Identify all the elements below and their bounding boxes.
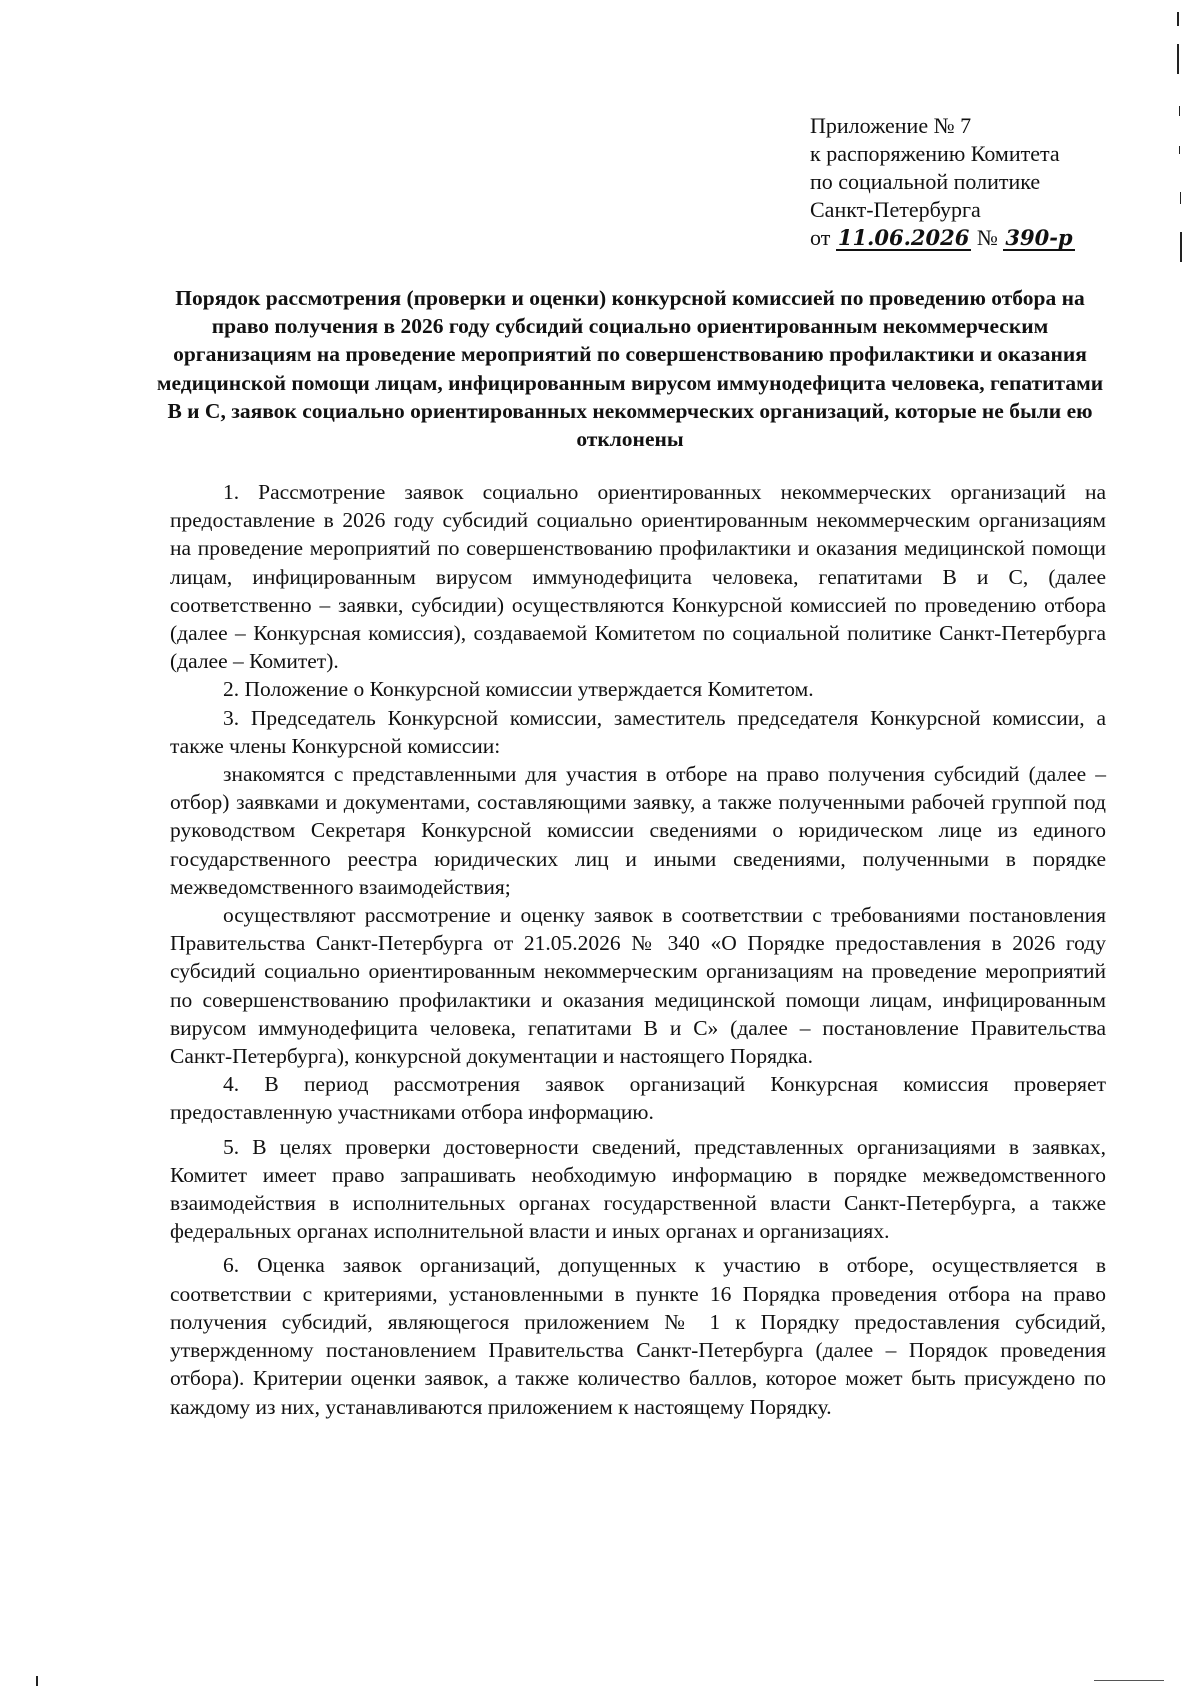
paragraph-1: 1. Рассмотрение заявок социально ориентированных некоммерческих организаций на предоставление в 2026 году субсидий социально ориентированным некоммерческим организациям на проведение мероприятий по совершенствованию профилактики и оказания медицинской помощи лицам, инфицированным вирусом иммунодефицита человека, гепатитами В и С, (далее соответственно – заявки, субсидии) осуществляются Конкурсной комиссией по проведению отбора (далее – Конкурсная комиссия), создаваемой Комитетом по социальной политике Санкт-Петербурга (далее – Комитет).: [170, 480, 1106, 674]
number-prefix: №: [976, 225, 998, 250]
scan-mark: [36, 1676, 38, 1686]
date-prefix: от: [810, 225, 831, 250]
appendix-header: [810, 112, 1140, 252]
paragraph-3-item-2: осуществляют рассмотрение и оценку заявок в соответствии с требованиями постановления Правительства Санкт-Петербурга от 21.05.2026 № 340 «О Порядке предоставления в 2026 году субсидий социально ориентированным некоммерческим организациям на проведение мероприятий по совершенствованию профилактики и оказания медицинской помощи лицам, инфицированным вирусом иммунодефицита человека, гепатитами В и С» (далее – постановление Правительства Санкт-Петербурга), конкурсной документации и настоящего Порядка.: [170, 903, 1106, 1069]
document-title: Порядок рассмотрения (проверки и оценки) конкурсной комиссией по проведению отбора на право получения в 2026 году субсидий социально ориентированным некоммерческим организациям на проведение мероприятий по совершенствованию профилактики и оказания медицинской помощи лицам, инфицированным вирусом иммунодефицита человека, гепатитами В и С, заявок социально ориентированных некоммерческих организаций, которые не были ею отклонены: [156, 286, 1104, 452]
handwritten-number: 390-р: [1005, 225, 1073, 250]
paragraph-4: 4. В период рассмотрения заявок организаций Конкурсная комиссия проверяет предоставленную участниками отбора информацию.: [170, 1072, 1106, 1125]
appendix-line: Санкт-Петербурга: [810, 197, 981, 222]
paragraph-2: 2. Положение о Конкурсной комиссии утверждается Комитетом.: [223, 677, 814, 702]
scan-mark: [1177, 12, 1179, 26]
handwritten-date: 11.06.2026: [837, 225, 970, 250]
paragraph-3: 3. Председатель Конкурсной комиссии, заместитель председателя Конкурсной комиссии, а также члены Конкурсной комиссии:: [170, 705, 1106, 758]
scan-mark: [1179, 106, 1180, 116]
appendix-date-line: [810, 224, 1140, 252]
paragraph-5: 5. В целях проверки достоверности сведений, представленных организациями в заявках, Комитет имеет право запрашивать необходимую информацию в порядке межведомственного взаимодействия в исполнительных органах государственной власти Санкт-Петербурга, а также федеральных органах исполнительной власти и иных органах и организациях.: [170, 1134, 1106, 1244]
appendix-title: Приложение № 7: [810, 113, 972, 138]
appendix-line: к распоряжению Комитета: [810, 141, 1060, 166]
scan-mark: [1180, 232, 1182, 262]
document-body: [170, 478, 1106, 1421]
appendix-line: по социальной политике: [810, 169, 1041, 194]
scan-mark: [1094, 1680, 1164, 1681]
paragraph-3-item-1: знакомятся с представленными для участия в отборе на право получения субсидий (далее – отбор) заявками и документами, составляющими заявку, а также полученными рабочей группой под руководством Секретаря Конкурсной комиссии сведениями о юридическом лице из единого государственного реестра юридических лиц и иными сведениями, полученными в порядке межведомственного взаимодействия;: [170, 762, 1106, 899]
scan-mark: [1177, 44, 1179, 74]
scan-mark: [1180, 192, 1181, 204]
scan-mark: [1179, 146, 1180, 154]
paragraph-6: 6. Оценка заявок организаций, допущенных к участию в отборе, осуществляется в соответствии с критериями, установленными в пункте 16 Порядка проведения отбора на право получения субсидий, являющегося приложением № 1 к Порядку предоставления субсидий, утвержденному постановлением Правительства Санкт-Петербурга (далее – Порядок проведения отбора). Критерии оценки заявок, а также количество баллов, которое может быть присуждено по каждому из них, устанавливаются приложением к настоящему Порядку.: [170, 1253, 1106, 1419]
